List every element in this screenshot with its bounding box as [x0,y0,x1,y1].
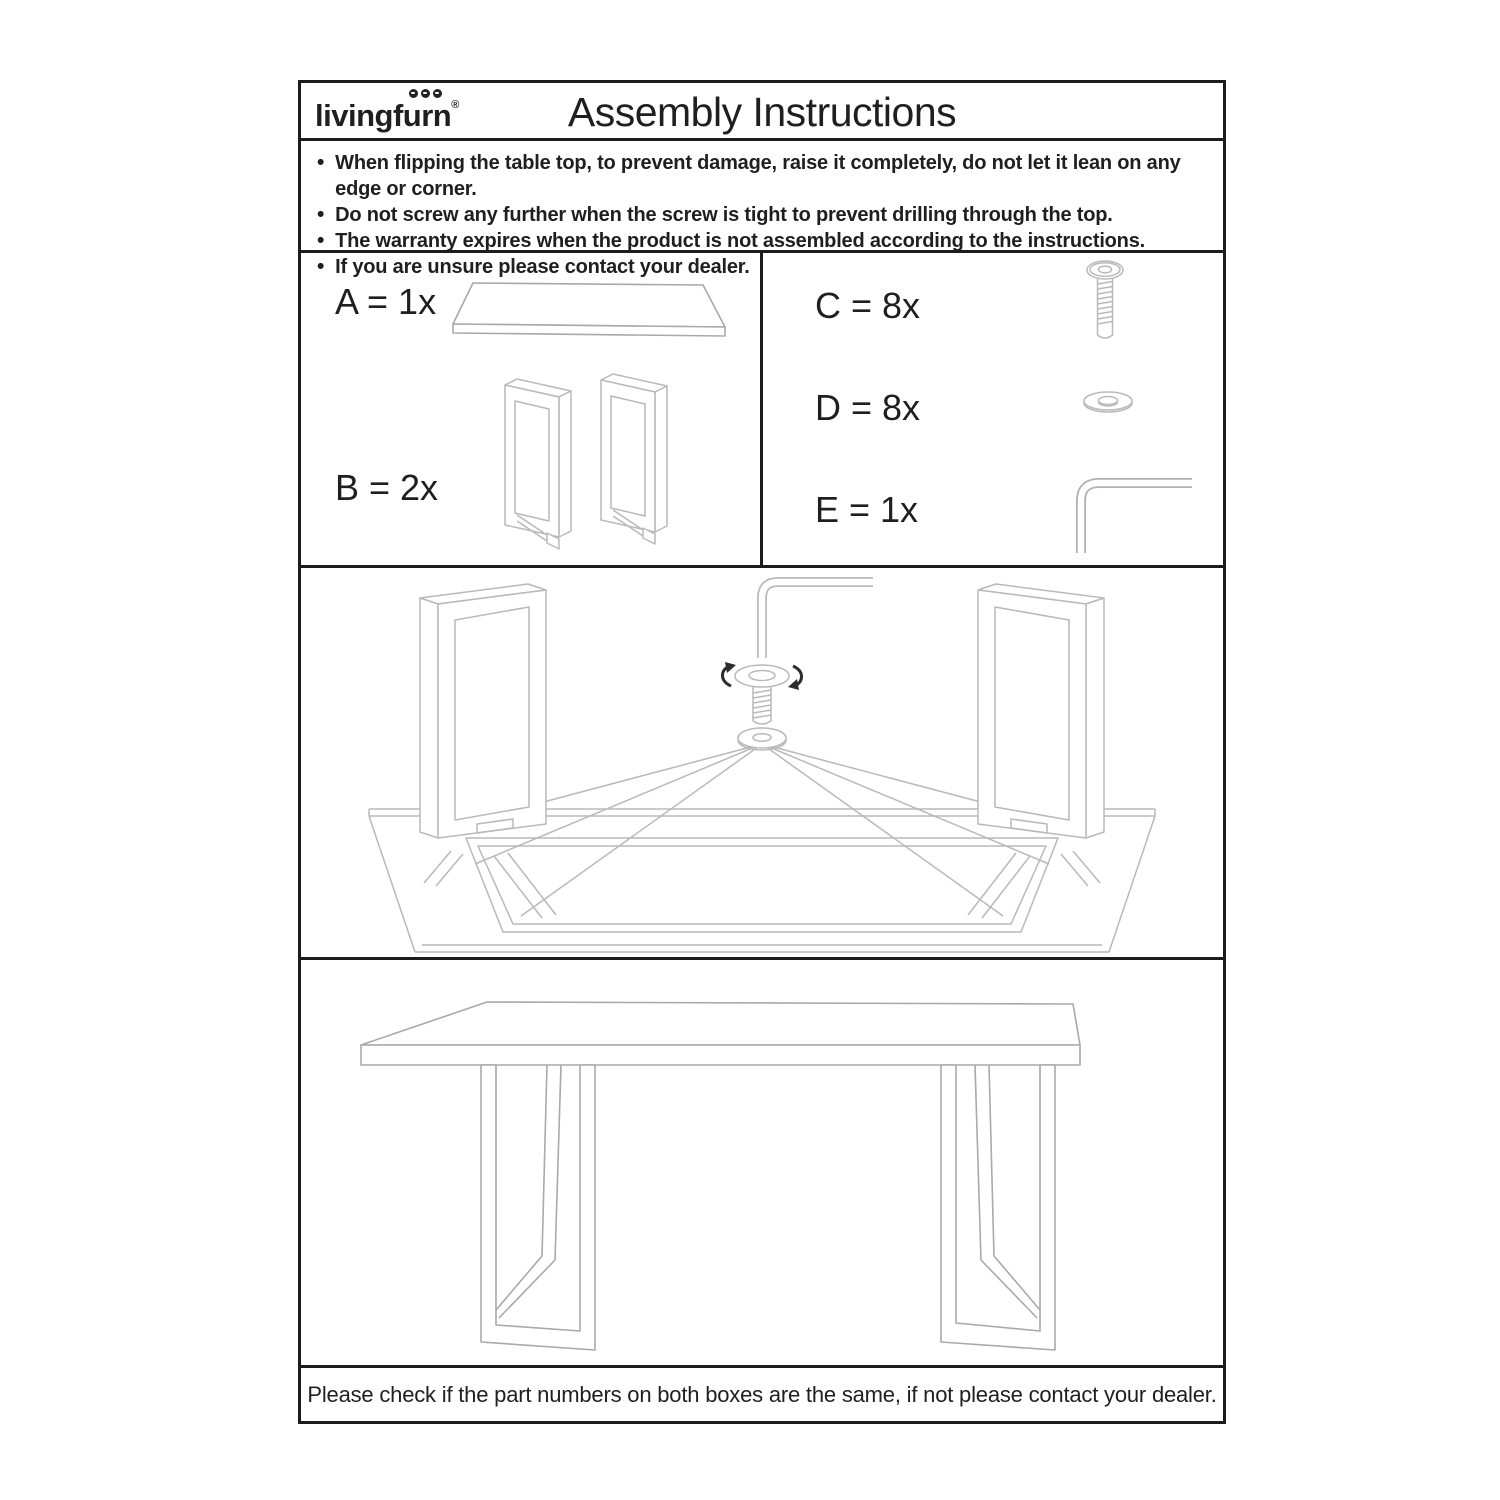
parts-section [301,253,1223,568]
assembled-table-diagram [301,960,1223,1368]
hex-key-in-use-icon [762,582,873,658]
hex-key-drawing [1065,471,1199,561]
registered-mark: ® [451,99,459,111]
parts-panel-left [301,253,763,565]
page-title: Assembly Instructions [567,89,957,135]
table-top-drawing [449,277,745,355]
assembly-step-diagram [301,568,1223,960]
part-b-label: B = 2x [335,467,439,508]
part-a-label: A = 1x [335,281,437,322]
warning-item: • When flipping the table top, to prevent damage, raise it completely, do not let it lean on any edge or corner. [317,150,1211,202]
part-c-label: C = 8x [815,285,921,326]
washer-drawing [1079,389,1137,417]
leg-frame-drawing [493,375,593,555]
flat-head-bolt-drawing [1081,257,1129,355]
leg-frame-drawing [589,370,689,550]
warning-item: • Do not screw any further when the screw is tight to prevent drilling through the top. [317,202,1211,228]
warning-item: • The warranty expires when the product is not assembled according to the instructions. [317,228,1211,254]
warnings-section [301,141,1223,278]
instruction-page [298,80,1226,1424]
footer-note: Please check if the part numbers on both boxes are the same, if not please contact your dealer. [307,1381,1217,1407]
brand-name: livingfurn [315,98,452,133]
parts-panel-right [763,253,1223,565]
part-d-label: D = 8x [815,387,921,428]
part-e-label: E = 1x [815,489,919,530]
page-header [301,83,1223,141]
warning-item: • If you are unsure please contact your dealer. [317,254,1211,280]
